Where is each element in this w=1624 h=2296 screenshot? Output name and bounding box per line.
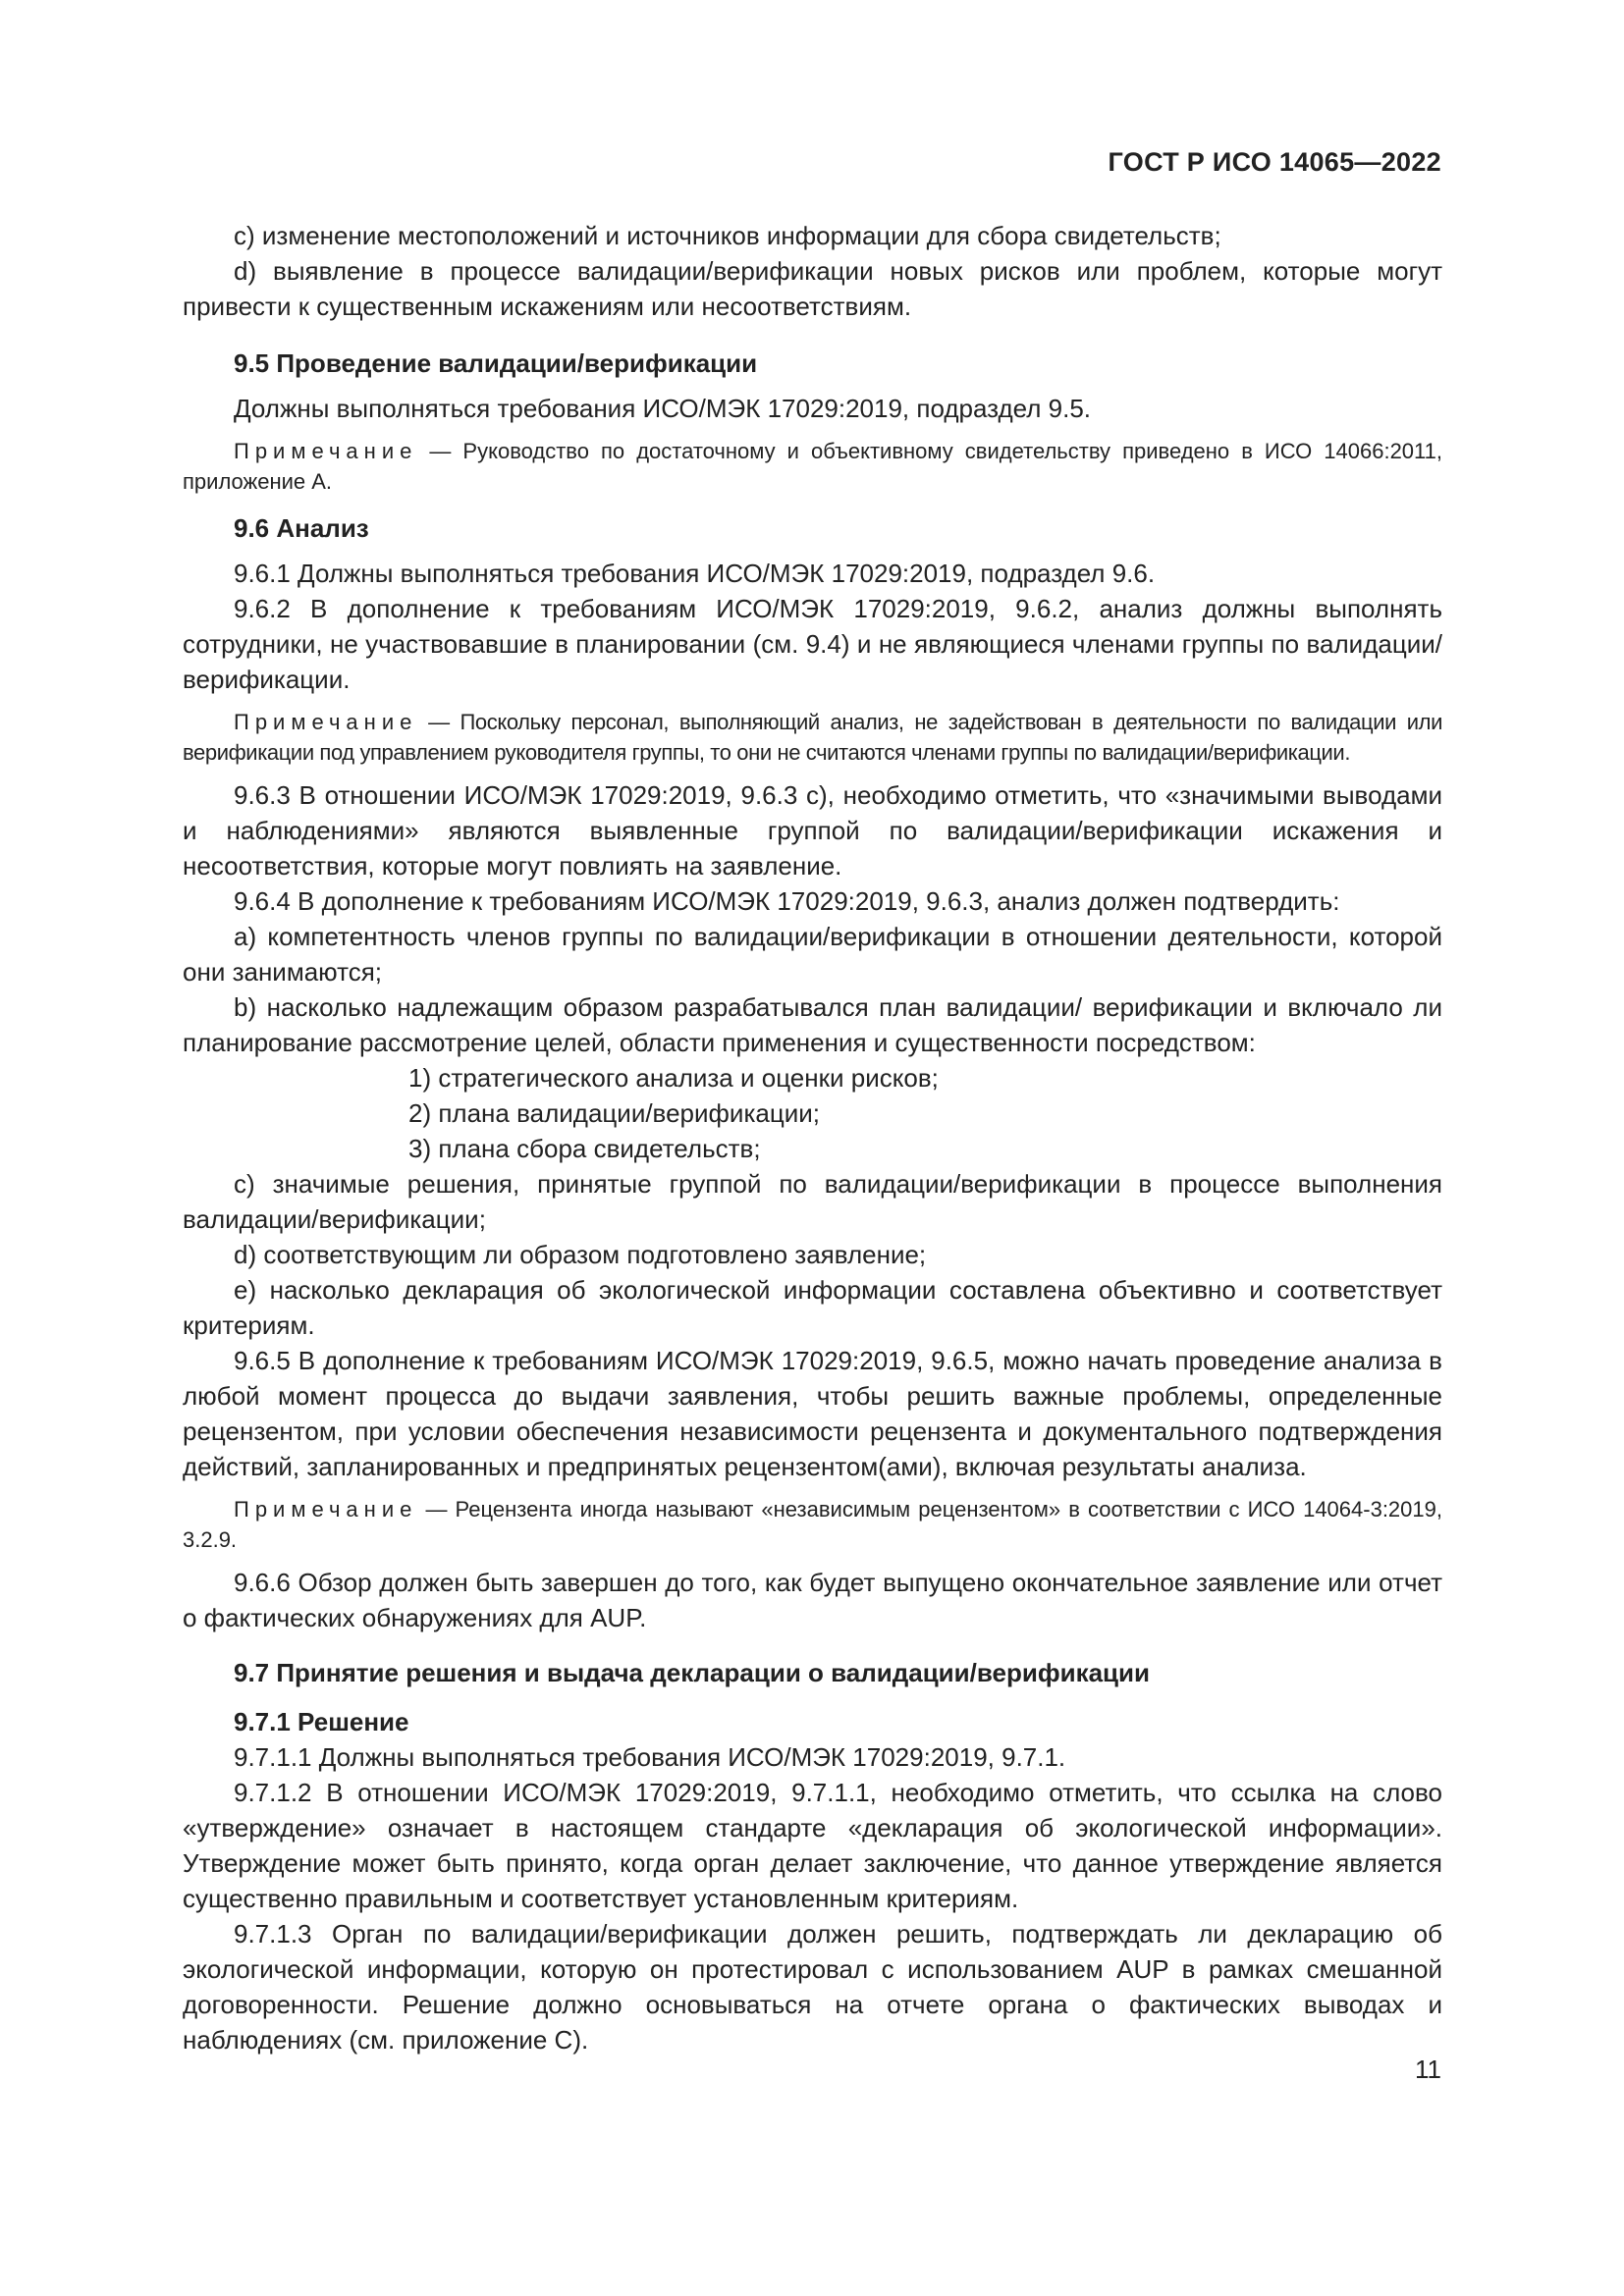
list-item-a: a) компетентность членов группы по валидации/верификации в отношении деятельности, которой они занимаются; bbox=[183, 922, 1442, 987]
list-item-b-3: 3) плана сбора свидетельств; bbox=[408, 1134, 761, 1163]
note-text: — Руководство по достаточному и объективному свидетельству приведено в ИСО 14066:2011, приложение А. bbox=[183, 439, 1442, 494]
list-item-c: c) изменение местоположений и источников информации для сбора свидетельств; bbox=[234, 221, 1221, 250]
note-text: — Поскольку персонал, выполняющий анализ, не задействован в деятельности по валидации или верификации под управлением руководителя группы, то они не считаются членами группы по валидации/верификации. bbox=[183, 710, 1442, 765]
section-heading-9-7: 9.7 Принятие решения и выдача декларации о валидации/верификации bbox=[234, 1658, 1150, 1687]
paragraph-9-6-3: 9.6.3 В отношении ИСО/МЭК 17029:2019, 9.6.3 с), необходимо отметить, что «значимыми выводами и наблюдениями» являются выявленные группой по валидации/верификации искажения и несоответствия, которые могут повлиять на заявление. bbox=[183, 780, 1442, 881]
page-content bbox=[183, 218, 1442, 2057]
note-text: — Рецензента иногда называют «независимым рецензентом» в соответствии с ИСО 14064-3:2019, 3.2.9. bbox=[183, 1497, 1442, 1552]
paragraph-9-6-1: 9.6.1 Должны выполняться требования ИСО/МЭК 17029:2019, подраздел 9.6. bbox=[234, 559, 1156, 588]
paragraph-9-6-6: 9.6.6 Обзор должен быть завершен до того, как будет выпущено окончательное заявление или отчет о фактических обнаружениях для AUP. bbox=[183, 1568, 1442, 1632]
note-9-5 bbox=[183, 436, 1442, 497]
paragraph-9-6-2: 9.6.2 В дополнение к требованиям ИСО/МЭК 17029:2019, 9.6.2, анализ должны выполнять сотрудники, не участвовавшие в планировании (см. 9.4) и не являющиеся членами группы по валидации/верификации. bbox=[183, 594, 1442, 694]
section-heading-9-5: 9.5 Проведение валидации/верификации bbox=[234, 348, 758, 378]
note-label: Примечание bbox=[234, 439, 418, 463]
section-heading-9-6: 9.6 Анализ bbox=[234, 513, 369, 543]
paragraph-9-7-1-1: 9.7.1.1 Должны выполняться требования ИСО/МЭК 17029:2019, 9.7.1. bbox=[234, 1742, 1066, 1772]
page-number: 11 bbox=[1415, 2055, 1441, 2084]
document-number: ГОСТ Р ИСО 14065—2022 bbox=[1108, 147, 1441, 177]
paragraph-9-7-1-3: 9.7.1.3 Орган по валидации/верификации должен решить, подтверждать ли декларацию об экологической информации, которую он протестировал с использованием AUP в рамках смешанной договоренности. Решение должно основываться на отчете органа о фактических выводах и наблюдениях (см. приложение С). bbox=[183, 1919, 1442, 2055]
list-item-d: d) выявление в процессе валидации/верификации новых рисков или проблем, которые могут привести к существенным искажениям или несоответствиям. bbox=[183, 256, 1442, 321]
paragraph-9-7-1-2: 9.7.1.2 В отношении ИСО/МЭК 17029:2019, 9.7.1.1, необходимо отметить, что ссылка на слово «утверждение» означает в настоящем стандарте «декларация об экологической информации». Утверждение может быть принято, когда орган делает заключение, что данное утверждение является существенно правильным и соответствует установленным критериям. bbox=[183, 1778, 1442, 1913]
list-item-d: d) соответствующим ли образом подготовлено заявление; bbox=[234, 1240, 927, 1269]
paragraph-9-6-5: 9.6.5 В дополнение к требованиям ИСО/МЭК 17029:2019, 9.6.5, можно начать проведение анализа в любой момент процесса до выдачи заявления, чтобы решить важные проблемы, определенные рецензентом, при условии обеспечения независимости рецензента и документального подтверждения действий, запланированных и предпринятых рецензентом(ами), включая результаты анализа. bbox=[183, 1346, 1442, 1481]
list-item-b: b) насколько надлежащим образом разрабатывался план валидации/ верификации и включало ли планирование рассмотрение целей, области применения и существенности посредством: bbox=[183, 992, 1442, 1057]
subsection-heading-9-7-1: 9.7.1 Решение bbox=[234, 1707, 409, 1736]
list-item-b-2: 2) плана валидации/верификации; bbox=[408, 1098, 821, 1128]
note-9-6-5 bbox=[183, 1494, 1442, 1555]
list-item-b-1: 1) стратегического анализа и оценки рисков; bbox=[408, 1063, 939, 1093]
note-label: Примечание bbox=[234, 710, 418, 734]
paragraph-9-5: Должны выполняться требования ИСО/МЭК 17029:2019, подраздел 9.5. bbox=[234, 394, 1092, 423]
note-9-6-2 bbox=[183, 707, 1442, 768]
paragraph-9-6-4: 9.6.4 В дополнение к требованиям ИСО/МЭК 17029:2019, 9.6.3, анализ должен подтвердить: bbox=[234, 886, 1340, 916]
list-item-c: c) значимые решения, принятые группой по валидации/верификации в процессе выполнения валидации/верификации; bbox=[183, 1169, 1442, 1234]
list-item-e: e) насколько декларация об экологической информации составлена объективно и соответствует критериям. bbox=[183, 1275, 1442, 1340]
note-label: Примечание bbox=[234, 1497, 418, 1522]
